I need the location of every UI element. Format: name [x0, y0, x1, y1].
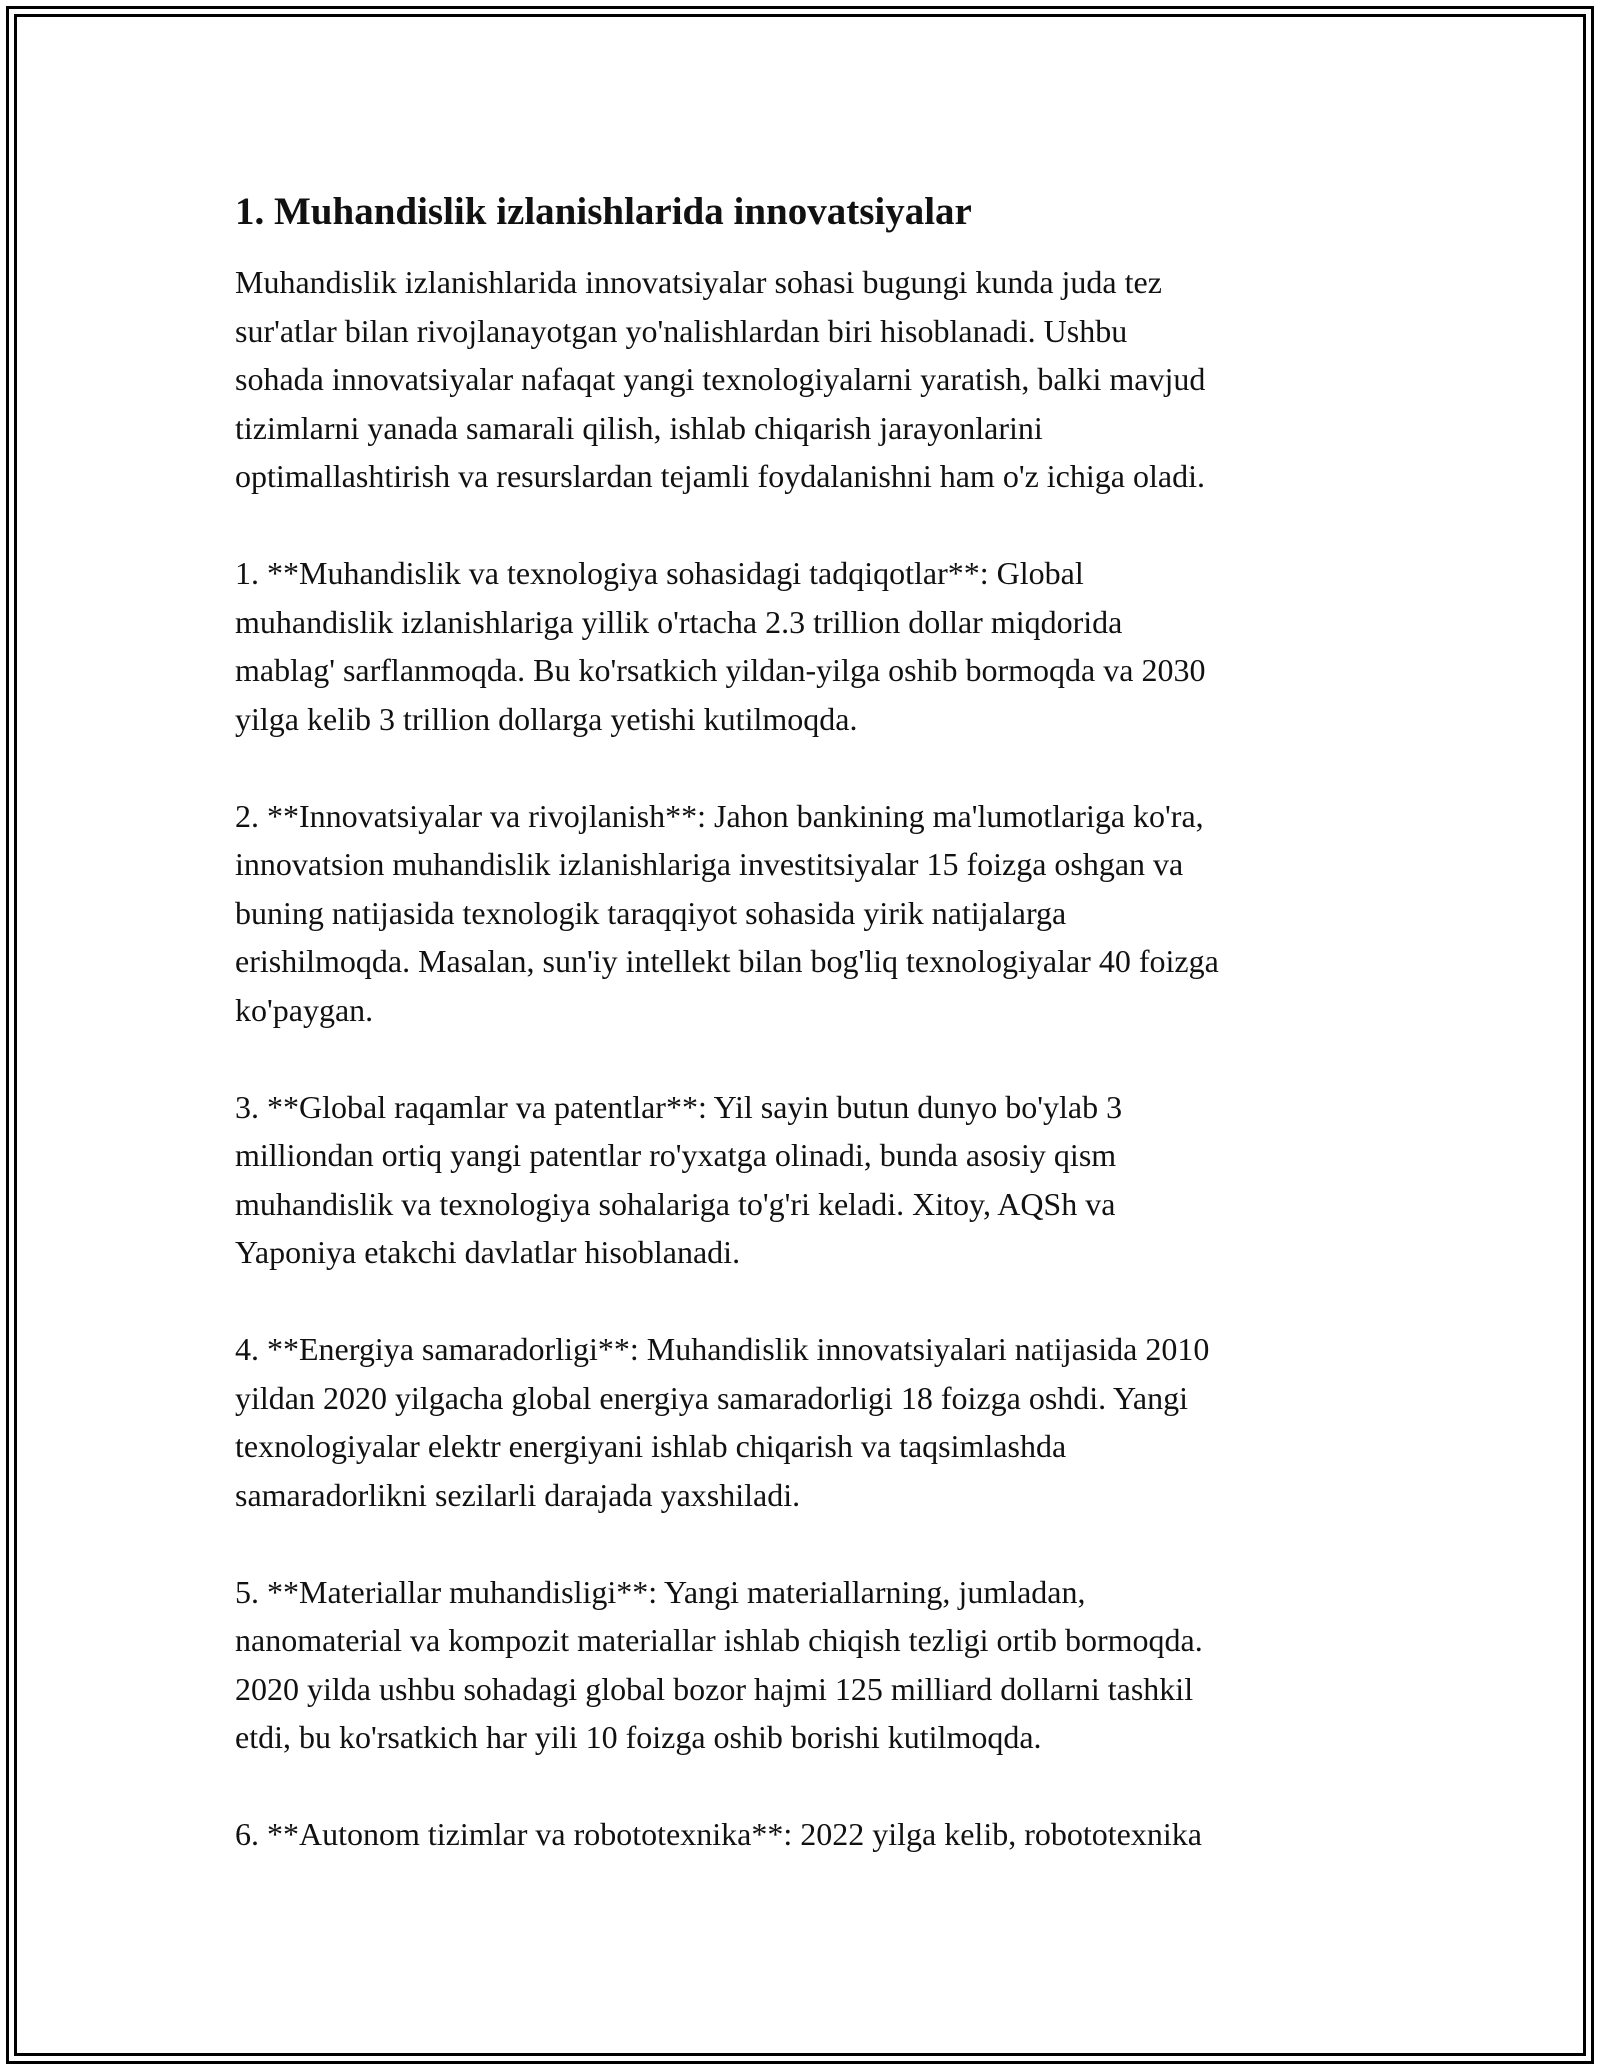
document-title: 1. Muhandislik izlanishlarida innovatsiyalar [235, 190, 972, 233]
text-line: 2. **Innovatsiyalar va rivojlanish**: Jahon bankining ma'lumotlariga ko'ra, [235, 797, 1204, 834]
paragraph [235, 258, 1385, 501]
text-line: 6. **Autonom tizimlar va robototexnika**: 2022 yilga kelib, robototexnika [235, 1816, 1202, 1852]
paragraph-list [235, 258, 1385, 1859]
text-line: innovatsion muhandislik izlanishlariga investitsiyalar 15 foizga oshgan va [235, 846, 1184, 882]
paragraph [235, 549, 1385, 743]
text-line: tizimlarni yanada samarali qilish, ishlab chiqarish jarayonlarini [235, 409, 1043, 446]
text-line: yildan 2020 yilgacha global energiya samaradorligi 18 foizga oshdi. Yangi [235, 1379, 1188, 1416]
document-body [235, 186, 1385, 1907]
text-line: nanomaterial va kompozit materiallar ishlab chiqish tezligi ortib bormoqda. [235, 1622, 1203, 1658]
text-line: yilga kelib 3 trillion dollarga yetishi kutilmoqda. [235, 700, 858, 737]
paragraph [235, 1083, 1385, 1277]
text-line: texnologiyalar elektr energiyani ishlab chiqarish va taqsimlashda [235, 1428, 1067, 1464]
paragraph [235, 1325, 1385, 1519]
paragraph [235, 792, 1385, 1035]
paragraph [235, 1810, 1385, 1859]
text-line: 2020 yilda ushbu sohadagi global bozor hajmi 125 milliard dollarni tashkil [235, 1670, 1194, 1707]
text-line: erishilmoqda. Masalan, sun'iy intellekt bilan bog'liq texnologiyalar 40 foizga [235, 943, 1219, 979]
text-line: samaradorlikni sezilarli darajada yaxshiladi. [235, 1476, 801, 1513]
text-line: 4. **Energiya samaradorligi**: Muhandislik innovatsiyalari natijasida 2010 [235, 1331, 1210, 1367]
text-line: ko'paygan. [235, 991, 374, 1028]
text-line: 3. **Global raqamlar va patentlar**: Yil sayin butun dunyo bo'ylab 3 [235, 1088, 1123, 1125]
text-line: milliondan ortiq yangi patentlar ro'yxatga olinadi, bunda asosiy qism [235, 1137, 1117, 1173]
text-line: Yaponiya etakchi davlatlar hisoblanadi. [235, 1234, 741, 1270]
text-line: Muhandislik izlanishlarida innovatsiyalar sohasi bugungi kunda juda tez [235, 264, 1162, 300]
text-line: muhandislik izlanishlariga yillik o'rtacha 2.3 trillion dollar miqdorida [235, 603, 1123, 640]
text-line: optimallashtirish va resurslardan tejamli foydalanishni ham o'z ichiga oladi. [235, 458, 1205, 494]
text-line: muhandislik va texnologiya sohalariga to'g'ri keladi. Xitoy, AQSh va [235, 1185, 1116, 1222]
text-line: buning natijasida texnologik taraqqiyot sohasida yirik natijalarga [235, 894, 1067, 931]
text-line: sur'atlar bilan rivojlanayotgan yo'nalishlardan biri hisoblanadi. Ushbu [235, 312, 1128, 349]
paragraph [235, 1568, 1385, 1762]
text-line: 1. **Muhandislik va texnologiya sohasidagi tadqiqotlar**: Global [235, 555, 1084, 591]
text-line: etdi, bu ko'rsatkich har yili 10 foizga oshib borishi kutilmoqda. [235, 1719, 1042, 1755]
text-line: mablag' sarflanmoqda. Bu ko'rsatkich yildan-yilga oshib bormoqda va 2030 [235, 652, 1206, 688]
text-line: sohada innovatsiyalar nafaqat yangi texnologiyalarni yaratish, balki mavjud [235, 361, 1206, 397]
text-line: 5. **Materiallar muhandisligi**: Yangi materiallarning, jumladan, [235, 1573, 1086, 1610]
